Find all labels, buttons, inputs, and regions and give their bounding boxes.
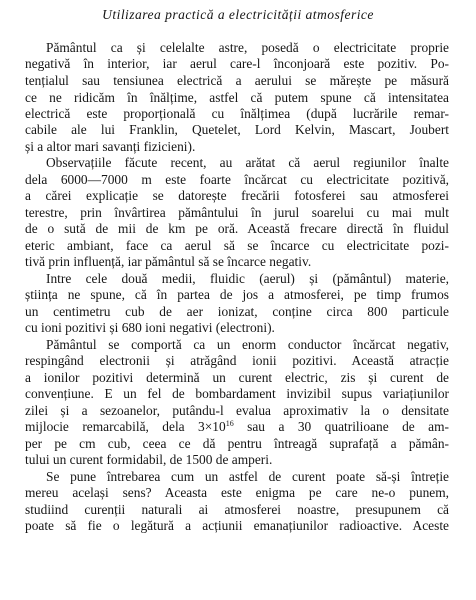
text-line: eteric ambiant, face ca aerul să se încarce cu electricitate pozi- xyxy=(25,238,449,253)
page-title: Utilizarea practică a electricității atmosferice xyxy=(102,7,374,22)
text-fragment: mijlocie remarcabilă, dela 3×10 xyxy=(25,419,226,434)
text-line: de o sută de mii de km pe oră. Această frecare directă în fluidul xyxy=(25,221,449,236)
text-line: respingând electronii și atrăgând ionii pozitivi. Această atracție xyxy=(25,353,449,368)
text-line: tului un curent formidabil, de 1500 de amperi. xyxy=(25,452,273,467)
text-line: știința ne spune, că în partea de jos a atmosferei, pe timp frumos xyxy=(25,287,449,302)
text-line: cu ioni pozitivi și 680 ioni negativi (electroni). xyxy=(25,320,275,335)
text-line: per pe cm cub, ceea ce dă pentru întreagă suprafață a pămân- xyxy=(25,436,449,451)
text-line: poate să fie o legătură a acțiunii emanațiunilor radioactive. Aceste xyxy=(25,518,449,533)
exponent: 16 xyxy=(225,419,234,428)
text-line xyxy=(25,419,449,435)
text-line: electrică este proporțională cu înălțimea (după lucrările remar- xyxy=(25,106,449,121)
text-line: un centimetru cub de aer ionizat, conține circa 800 particule xyxy=(25,304,449,319)
text-line: convențiune. E un fel de bombardament invizibil supus variațiunilor xyxy=(25,386,449,401)
text-line: terestre, prin învârtirea pământului în jurul soarelui cu mai mult xyxy=(25,205,449,220)
text-line: mereu același sens? Aceasta este enigma pe care ne-o punem, xyxy=(25,485,449,500)
text-line: cabile ale lui Franklin, Quetelet, Lord Kelvin, Mascart, Joubert xyxy=(25,122,449,137)
text-line: negativă în interior, iar aerul care-l înconjoară este pozitiv. Po- xyxy=(25,56,449,71)
text-line: și a altor mari savanți fizicieni). xyxy=(25,139,196,154)
text-line: a ionilor pozitivi determină un curent electric, zis și curent de xyxy=(25,370,449,385)
text-line: Pământul se comportă ca un enorm conductor încărcat negativ, xyxy=(46,337,449,352)
text-line: Pământul ca și celelalte astre, posedă o electricitate proprie xyxy=(46,40,449,55)
text-line: zilei și a sezoanelor, putându-l evalua aproximativ la o densitate xyxy=(25,403,449,418)
text-fragment: sau a 30 quatrilioane de am- xyxy=(233,419,449,434)
text-line: ce ne ridicăm în înălțime, astfel că putem spune că intensitatea xyxy=(25,90,449,105)
text-line: Observațiile făcute recent, au arătat că aerul regiunilor înalte xyxy=(46,155,449,170)
text-line: tivă prin influență, iar pământul să se încarce negativ. xyxy=(25,254,312,269)
text-line: Se pune întrebarea cum un astfel de curent poate să-și întreție xyxy=(46,469,449,484)
text-line: tențialul sau tensiunea electrică a aerului se mărește pe măsură xyxy=(25,73,449,88)
text-line: dela 6000—7000 m este foarte încărcat cu electricitate pozitivă, xyxy=(25,172,449,187)
text-line: studiind curenții naturali ai atmosferei noastre, presupunem că xyxy=(25,502,449,517)
text-line: a cărei explicație se datorește frecării fotosferei sau atmosferei xyxy=(25,188,449,203)
text-line: Intre cele două medii, fluidic (aerul) și (pământul) materie, xyxy=(46,271,449,286)
